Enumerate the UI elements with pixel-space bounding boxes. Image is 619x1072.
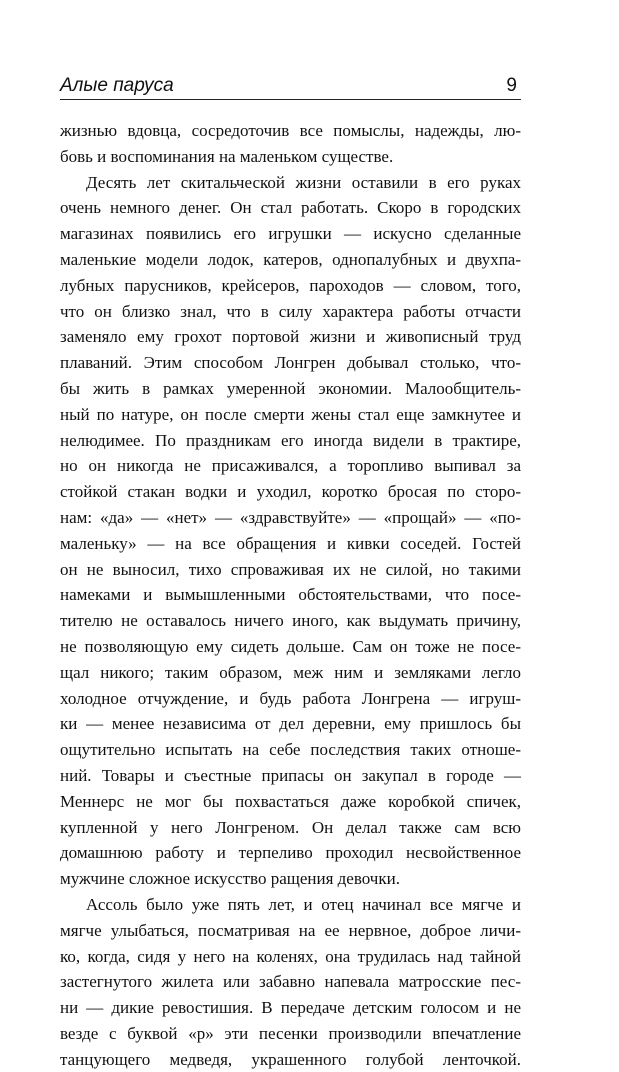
text-line: Ассоль было уже пять лет, и отец начинал все мягче и <box>86 894 521 914</box>
header-rule <box>60 99 521 100</box>
text-line: не позволяющую ему сидеть дольше. Сам он тоже не посе- <box>60 636 521 656</box>
text-line: ный по натуре, он после смерти жены стал еще замкнутее и <box>60 404 521 424</box>
text-line: ко, когда, сидя у него на коленях, она трудилась над тайной <box>60 946 521 966</box>
text-line: стойкой стакан водки и уходил, коротко бросая по сторо- <box>60 482 521 502</box>
text-line: домашнюю работу и терпеливо проходил несвойственное <box>60 843 521 863</box>
text-line: намеками и вымышленными обстоятельствами, что посе- <box>60 585 521 605</box>
text-line: заменяло ему грохот портовой жизни и живописный труд <box>60 327 521 347</box>
text-line: маленькие модели лодок, катеров, однопалубных и двухпа- <box>60 249 521 269</box>
text-line: он не выносил, тихо спроваживая их не силой, но такими <box>60 559 521 579</box>
text-line: тителю не оставалось ничего иного, как выдумать причину, <box>60 611 521 631</box>
text-line: холодное отчуждение, и будь работа Лонгрена — игруш- <box>60 688 521 708</box>
text-line: Меннерс не мог бы похвастаться даже коробкой спичек, <box>60 791 521 811</box>
text-line: щал никого; таким образом, меж ним и земляками легло <box>60 662 521 682</box>
text-line: ний. Товары и съестные припасы он закупал в городе — <box>60 765 521 785</box>
text-line: нам: «да» — «нет» — «здравствуйте» — «прощай» — «по- <box>60 507 521 527</box>
running-title: Алые паруса <box>60 75 174 96</box>
paragraph <box>60 170 521 892</box>
text-line: застегнутого жилета или забавно напевала матросские пес- <box>60 972 521 992</box>
paragraph <box>60 892 521 1072</box>
text-line: танцующего медведя, украшенного голубой ленточкой. <box>60 1049 521 1069</box>
text-line: ки — менее независима от дел деревни, ему пришлось бы <box>60 714 521 734</box>
text-line: купленной у него Лонгреном. Он делал также сам всю <box>60 817 521 837</box>
text-line: нелюдимее. По праздникам его иногда видели в трактире, <box>60 430 521 450</box>
text-line: лубных парусников, крейсеров, пароходов — словом, того, <box>60 275 521 295</box>
text-line: плаваний. Этим способом Лонгрен добывал столько, что- <box>60 353 521 373</box>
text-line: везде с буквой «р» эти песенки производили впечатление <box>60 1023 521 1043</box>
text-line: бовь и воспоминания на маленьком существе. <box>60 146 394 166</box>
text-line: магазинах появились его игрушки — искусно сделанные <box>60 224 521 244</box>
text-line: Десять лет скитальческой жизни оставили в его руках <box>86 172 521 192</box>
body-text <box>60 118 521 1072</box>
text-line: мужчине сложное искусство ращения девочки. <box>60 869 400 889</box>
paragraph <box>60 118 521 170</box>
text-line: маленьку» — на все обращения и кивки соседей. Гостей <box>60 533 521 553</box>
text-line: жизнью вдовца, сосредоточив все помыслы, надежды, лю- <box>60 121 521 140</box>
text-line: ощутительно испытать на себе последствия таких отноше- <box>60 740 521 760</box>
text-line: но он никогда не присаживался, а торопливо выпивал за <box>60 456 521 476</box>
page-number: 9 <box>506 75 517 96</box>
text-line: что он близко знал, что в силу характера работы отчасти <box>60 301 521 321</box>
text-line: мягче улыбаться, посматривая на ее нервное, доброе личи- <box>60 920 521 940</box>
text-line: очень немного денег. Он стал работать. Скоро в городских <box>60 198 521 218</box>
text-line: бы жить в рамках умеренной экономии. Малообщитель- <box>60 378 521 398</box>
text-line: ни — дикие ревостишия. В передаче детским голосом и не <box>60 998 521 1018</box>
